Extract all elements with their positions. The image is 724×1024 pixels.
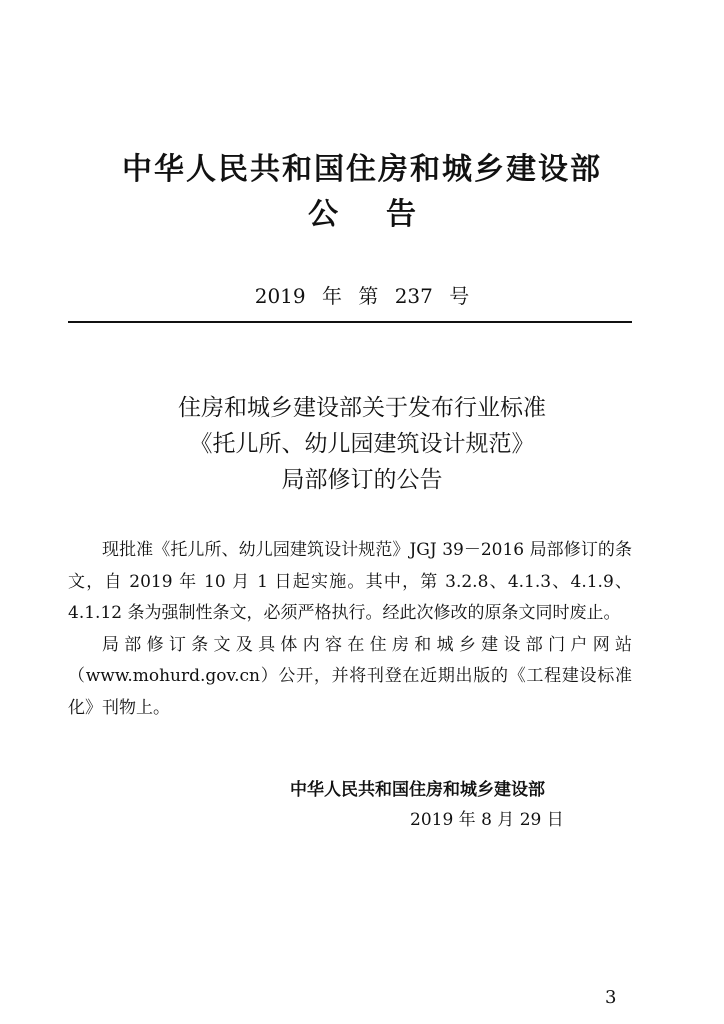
issuer-heading: 中华人民共和国住房和城乡建设部 <box>122 152 602 187</box>
document-number: 2019 年 第 237 号 <box>254 284 470 308</box>
page-number: 3 <box>605 987 617 1008</box>
signatory: 中华人民共和国住房和城乡建设部 <box>290 780 545 800</box>
document-type-heading: 公告 <box>308 197 464 232</box>
title-line-1: 住房和城乡建设部关于发布行业标准 <box>178 395 546 421</box>
body-paragraph-1: 现批准《托儿所、幼儿园建筑设计规范》JGJ 39－2016 局部修订的条文，自 2019 年 10 月 1 日起实施。其中，第 3.2.8、4.1.3、4.1.9、4.1.12 条为强制性条文，必须严格执行。经此次修改的原条文同时废止。 <box>68 540 632 623</box>
signature-date: 2019 年 8 月 29 日 <box>410 810 564 830</box>
title-line-2: 《托儿所、幼儿园建筑设计规范》 <box>189 431 535 457</box>
header-divider <box>68 321 632 323</box>
body-paragraph-2: 局部修订条文及具体内容在住房和城乡建设部门户网站（www.mohurd.gov.cn）公开，并将刊登在近期出版的《工程建设标准化》刊物上。 <box>68 634 632 718</box>
title-line-3: 局部修订的公告 <box>281 467 443 493</box>
announcement-title <box>0 390 724 498</box>
announcement-body <box>68 535 632 724</box>
